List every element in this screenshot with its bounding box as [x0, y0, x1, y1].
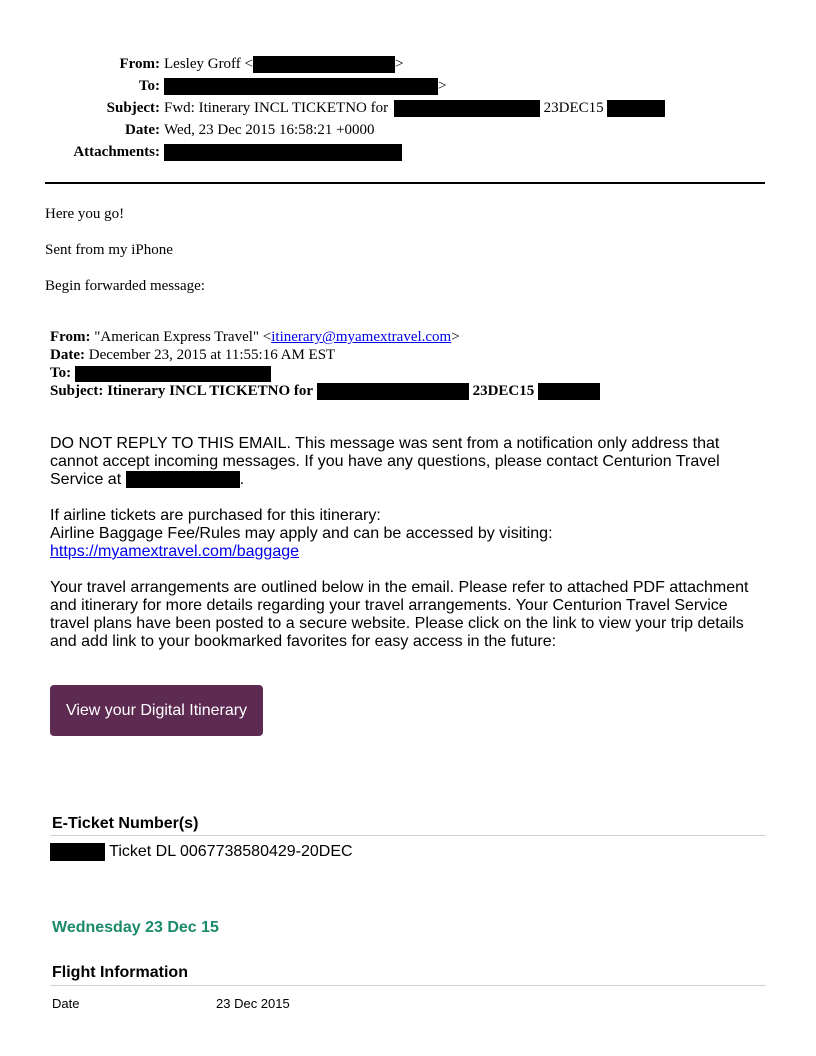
- redaction-block: [607, 100, 665, 117]
- eticket-divider: [50, 835, 766, 836]
- flight-info-title: Flight Information: [52, 964, 188, 981]
- from-label: From:: [119, 56, 160, 72]
- eticket-title: E-Ticket Number(s): [52, 815, 199, 832]
- forwarded-to-label: To:: [50, 365, 72, 381]
- forwarded-date-value: December 23, 2015 at 11:55:16 AM EST: [88, 347, 336, 363]
- subject-value: Fwd: Itinerary INCL TICKETNO for: [164, 100, 389, 116]
- to-close: >: [438, 78, 447, 94]
- redaction-block: [253, 56, 395, 73]
- forwarded-from-value: "American Express Travel" <: [94, 329, 272, 345]
- redaction-block: [50, 843, 105, 861]
- date-value: Wed, 23 Dec 2015 16:58:21 +0000: [164, 122, 375, 138]
- from-close: >: [395, 56, 404, 72]
- day-heading: Wednesday 23 Dec 15: [52, 919, 219, 936]
- baggage-link[interactable]: https://myamextravel.com/baggage: [50, 543, 300, 560]
- header-divider: [45, 182, 765, 184]
- eticket-row: [50, 843, 353, 861]
- flight-date-label: Date: [52, 996, 80, 1011]
- subject-date: 23DEC15: [543, 100, 604, 116]
- date-label: Date:: [125, 122, 160, 138]
- view-digital-itinerary-button[interactable]: View your Digital Itinerary: [50, 685, 263, 736]
- forwarded-from-row: [50, 328, 600, 346]
- forwarded-to-row: [50, 364, 600, 382]
- forwarded-subject-row: [50, 382, 600, 400]
- forwarded-from-close: >: [451, 329, 460, 345]
- intro-line-1: Here you go!: [45, 206, 125, 222]
- forwarded-from-label: From:: [50, 329, 91, 345]
- redaction-block: [317, 383, 469, 400]
- flight-date-value: 23 Dec 2015: [216, 996, 290, 1011]
- forwarded-subject-date: 23DEC15: [472, 383, 535, 399]
- to-label: To:: [138, 78, 160, 94]
- arrangements-paragraph: Your travel arrangements are outlined below in the email. Please refer to attached PDF attachment and itinerary for more details regarding your travel arrangements. Your Centurion Travel Service travel plans have been posted to a secure website. Please click on the link to view your trip details and add link to your bookmarked favorites for easy access in the future:: [50, 579, 749, 650]
- forwarded-subject-label: Subject: Itinerary INCL TICKETNO for: [50, 383, 314, 399]
- tickets-line-1: If airline tickets are purchased for this itinerary:: [50, 507, 381, 524]
- subject-label: Subject:: [106, 100, 160, 116]
- forwarded-from-email-link[interactable]: itinerary@myamextravel.com: [271, 329, 452, 345]
- forwarded-date-row: [50, 346, 600, 364]
- baggage-section: [50, 507, 770, 561]
- eticket-text: Ticket DL 0067738580429-20DEC: [109, 843, 353, 861]
- tickets-line-2: Airline Baggage Fee/Rules may apply and can be accessed by visiting:: [50, 525, 553, 542]
- notice-end: .: [239, 471, 245, 488]
- intro-line-2: Sent from my iPhone: [45, 242, 173, 258]
- from-value: Lesley Groff <: [164, 56, 253, 72]
- attachments-label: Attachments:: [73, 144, 160, 160]
- redaction-block: [75, 366, 271, 382]
- attachment-redaction[interactable]: [164, 144, 402, 161]
- redaction-block: [538, 383, 600, 400]
- redaction-block: [164, 78, 438, 95]
- forwarded-date-label: Date:: [50, 347, 85, 363]
- forwarded-header: [50, 328, 600, 400]
- notice-text: DO NOT REPLY TO THIS EMAIL. This message was sent from a notification only address that cannot accept incoming messages. If you have any questions, please contact Centurion Travel Service at: [50, 435, 720, 488]
- do-not-reply-notice: [50, 435, 770, 489]
- redaction-block: [126, 471, 240, 488]
- flight-info-divider: [50, 985, 766, 986]
- redaction-block: [394, 100, 540, 117]
- intro-line-3: Begin forwarded message:: [45, 278, 205, 294]
